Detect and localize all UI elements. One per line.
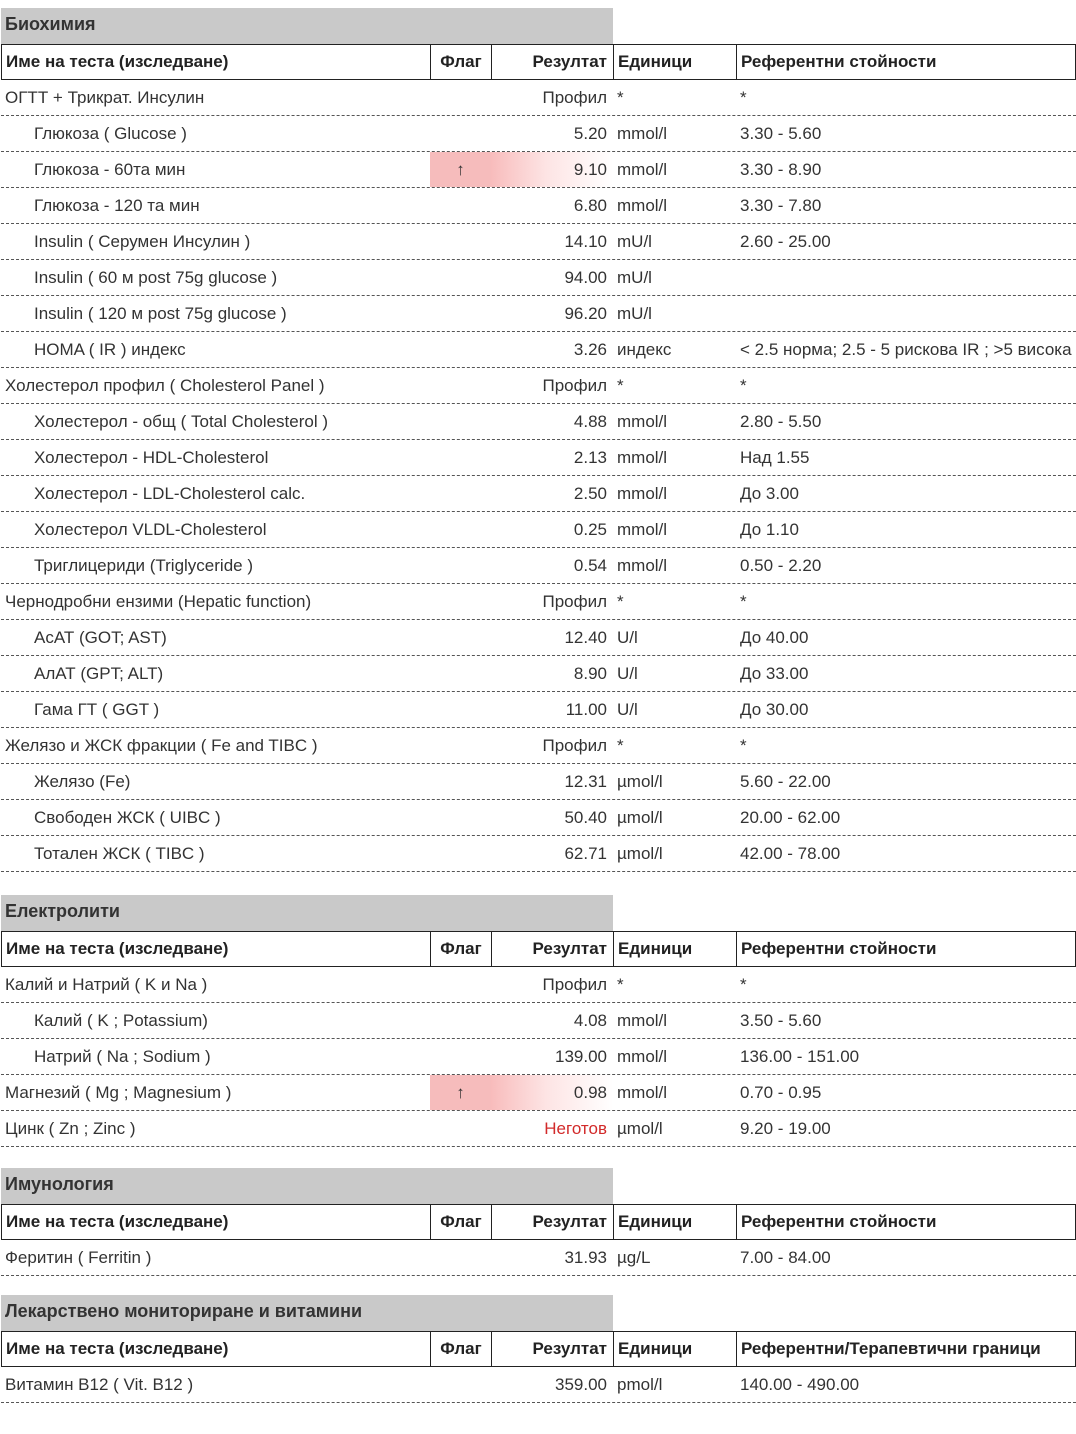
column-header-row: [1, 1204, 1076, 1240]
flag-cell: [430, 620, 491, 655]
reference-range: 2.60 - 25.00: [740, 231, 831, 251]
test-name: Калий и Натрий ( K и Na ): [5, 974, 208, 994]
flag-cell: [430, 728, 491, 763]
test-name: Чернодробни ензими (Hepatic function): [5, 591, 312, 611]
column-header-result: Резултат: [492, 932, 614, 966]
result-value: 5.20: [573, 123, 607, 143]
test-name: Магнезий ( Mg ; Magnesium ): [5, 1082, 232, 1102]
column-header-ref: Референтни стойности: [741, 1212, 937, 1231]
column-header-result: Резултат: [492, 45, 614, 79]
units-value: mmol/l: [617, 123, 668, 143]
test-name: Свободен ЖСК ( UIBC ): [34, 807, 221, 827]
result-value: 0.54: [573, 555, 607, 575]
flag-cell: [430, 1003, 491, 1038]
table-row: [1, 476, 1076, 512]
reference-range: До 30.00: [740, 699, 809, 719]
flag-cell: [430, 548, 491, 583]
units-value: mmol/l: [617, 1082, 668, 1102]
result-value: 11.00: [565, 699, 607, 719]
table-row: [1, 368, 1076, 404]
section-1: [1, 895, 1076, 1147]
flag-cell: [430, 800, 491, 835]
test-name: HOMA ( IR ) индекс: [34, 339, 186, 359]
result-value: Профил: [542, 375, 607, 395]
table-row: [1, 1111, 1076, 1147]
test-name: Холестерол - LDL-Cholesterol calc.: [34, 483, 306, 503]
units-value: mU/l: [617, 231, 652, 251]
up-arrow-icon: ↑: [430, 1075, 491, 1110]
reference-range: 0.70 - 0.95: [740, 1082, 822, 1102]
result-value: Профил: [542, 591, 607, 611]
reference-range: 3.30 - 8.90: [740, 159, 822, 179]
units-value: mU/l: [617, 303, 652, 323]
flag-cell: [430, 188, 491, 223]
reference-range: 140.00 - 490.00: [740, 1374, 860, 1394]
result-value: 6.80: [573, 195, 607, 215]
test-name: Тотален ЖСК ( TIBC ): [34, 843, 205, 863]
table-row: [1, 1003, 1076, 1039]
test-name: Глюкоза - 120 та мин: [34, 195, 200, 215]
reference-range: До 33.00: [740, 663, 809, 683]
column-header-flag: Флаг: [431, 1332, 492, 1366]
result-value: 359.00: [555, 1374, 607, 1394]
reference-range: 7.00 - 84.00: [740, 1247, 831, 1267]
reference-range: 5.60 - 22.00: [740, 771, 831, 791]
table-row: [1, 967, 1076, 1003]
test-name: Insulin ( 120 м post 75g glucose ): [34, 303, 287, 323]
flag-cell: [430, 1367, 491, 1402]
table-row: [1, 440, 1076, 476]
units-value: mmol/l: [617, 447, 668, 467]
flag-cell: [430, 512, 491, 547]
flag-cell: [430, 692, 491, 727]
reference-range: 2.80 - 5.50: [740, 411, 822, 431]
table-row: [1, 1240, 1076, 1276]
reference-range: 3.30 - 5.60: [740, 123, 822, 143]
table-row: [1, 512, 1076, 548]
reference-range: 9.20 - 19.00: [740, 1118, 831, 1138]
test-name: Желязо (Fe): [34, 771, 131, 791]
result-value: 3.26: [573, 339, 607, 359]
test-name: Холестерол профил ( Cholesterol Panel ): [5, 375, 325, 395]
units-value: mmol/l: [617, 1010, 668, 1030]
reference-range: 0.50 - 2.20: [740, 555, 822, 575]
column-header-flag: Флаг: [431, 1205, 492, 1239]
table-row: [1, 584, 1076, 620]
table-row: [1, 332, 1076, 368]
result-value: 94.00: [564, 267, 607, 287]
table-row: [1, 728, 1076, 764]
reference-range: 42.00 - 78.00: [740, 843, 841, 863]
table-row: [1, 224, 1076, 260]
result-value: 4.88: [573, 411, 607, 431]
test-name: Триглицериди (Triglyceride ): [34, 555, 253, 575]
result-value: 9.10: [491, 152, 613, 187]
units-value: *: [617, 375, 624, 395]
column-header-result: Резултат: [492, 1205, 614, 1239]
units-value: µmol/l: [617, 771, 663, 791]
test-name: Гама ГТ ( GGT ): [34, 699, 160, 719]
units-value: mmol/l: [617, 195, 668, 215]
reference-range: Над 1.55: [740, 447, 810, 467]
column-header-row: [1, 931, 1076, 967]
result-value: 96.20: [564, 303, 607, 323]
test-name: Холестерол - общ ( Total Cholesterol ): [34, 411, 329, 431]
test-name: Холестерол - HDL-Cholesterol: [34, 447, 269, 467]
reference-range: *: [740, 974, 747, 994]
column-header-flag: Флаг: [431, 45, 492, 79]
table-row: [1, 1367, 1076, 1403]
table-row: [1, 836, 1076, 872]
units-value: mU/l: [617, 267, 652, 287]
result-value: 8.90: [573, 663, 607, 683]
table-row: [1, 260, 1076, 296]
units-value: *: [617, 87, 624, 107]
flag-cell: [430, 260, 491, 295]
flag-cell: [430, 368, 491, 403]
result-value: 2.13: [573, 447, 607, 467]
test-name: Insulin ( Серумен Инсулин ): [34, 231, 251, 251]
column-header-units: Единици: [614, 932, 737, 966]
units-value: mmol/l: [617, 555, 668, 575]
column-header-flag: Флаг: [431, 932, 492, 966]
reference-range: До 40.00: [740, 627, 809, 647]
result-value: 139.00: [555, 1046, 607, 1066]
column-header-name: Име на теста (изследване): [2, 45, 431, 79]
test-name: АсАТ (GOT; AST): [34, 627, 167, 647]
column-header-name: Име на теста (изследване): [2, 1332, 431, 1366]
section-title: Лекарствено мониториране и витамини: [1, 1295, 613, 1331]
table-row: [1, 116, 1076, 152]
result-value: 62.71: [564, 843, 607, 863]
result-value: 12.40: [564, 627, 607, 647]
column-header-result: Резултат: [492, 1332, 614, 1366]
reference-range: 3.30 - 7.80: [740, 195, 822, 215]
section-title: Имунология: [1, 1168, 613, 1204]
units-value: µmol/l: [617, 843, 663, 863]
flag-cell: [430, 584, 491, 619]
test-name: Insulin ( 60 м post 75g glucose ): [34, 267, 278, 287]
flag-cell: [430, 116, 491, 151]
reference-range: *: [740, 735, 747, 755]
flag-cell: [430, 404, 491, 439]
test-name: Феритин ( Ferritin ): [5, 1247, 152, 1267]
flag-cell: [430, 440, 491, 475]
result-value: Неготов: [544, 1118, 607, 1138]
reference-range: *: [740, 87, 747, 107]
units-value: mmol/l: [617, 483, 668, 503]
result-value: 12.31: [564, 771, 607, 791]
section-2: [1, 1168, 1076, 1276]
table-row: [1, 692, 1076, 728]
result-value: 4.08: [573, 1010, 607, 1030]
column-header-name: Име на теста (изследване): [2, 932, 431, 966]
column-header-row: [1, 1331, 1076, 1367]
test-name: Желязо и ЖСК фракции ( Fe and TIBC ): [5, 735, 318, 755]
flag-cell: [430, 1240, 491, 1275]
units-value: U/l: [617, 699, 638, 719]
table-row: [1, 1039, 1076, 1075]
units-value: µg/L: [617, 1247, 651, 1267]
test-name: Витамин B12 ( Vit. B12 ): [5, 1374, 194, 1394]
table-row: [1, 620, 1076, 656]
reference-range: 136.00 - 151.00: [740, 1046, 860, 1066]
units-value: U/l: [617, 627, 638, 647]
result-value: 0.25: [573, 519, 607, 539]
column-header-units: Единици: [614, 45, 737, 79]
table-row: [1, 152, 1076, 188]
table-row: [1, 1075, 1076, 1111]
units-value: mmol/l: [617, 519, 668, 539]
flag-cell: [430, 80, 491, 115]
section-3: [1, 1295, 1076, 1403]
flag-cell: [430, 836, 491, 871]
reference-range: *: [740, 591, 747, 611]
column-header-ref: Референтни стойности: [741, 939, 937, 958]
section-title: Електролити: [1, 895, 613, 931]
units-value: *: [617, 735, 624, 755]
test-name: АлАТ (GPT; ALT): [34, 663, 164, 683]
result-value: Профил: [542, 87, 607, 107]
column-header-row: [1, 44, 1076, 80]
reference-range: 20.00 - 62.00: [740, 807, 841, 827]
column-header-name: Име на теста (изследване): [2, 1205, 431, 1239]
result-value: Профил: [542, 735, 607, 755]
reference-range: До 1.10: [740, 519, 799, 539]
flag-cell: [430, 332, 491, 367]
test-name: ОГТТ + Трикрат. Инсулин: [5, 87, 205, 107]
reference-range: До 3.00: [740, 483, 799, 503]
test-name: Глюкоза - 60та мин: [34, 159, 186, 179]
column-header-units: Единици: [614, 1205, 737, 1239]
units-value: *: [617, 974, 624, 994]
section-0: [1, 8, 1076, 872]
units-value: U/l: [617, 663, 638, 683]
reference-range: 3.50 - 5.60: [740, 1010, 822, 1030]
units-value: mmol/l: [617, 411, 668, 431]
flag-cell: [430, 1039, 491, 1074]
column-header-units: Единици: [614, 1332, 737, 1366]
test-name: Цинк ( Zn ; Zinc ): [5, 1118, 136, 1138]
units-value: *: [617, 591, 624, 611]
test-name: Холестерол VLDL-Cholesterol: [34, 519, 267, 539]
result-value: 14.10: [564, 231, 607, 251]
flag-cell: [430, 1111, 491, 1146]
test-name: Глюкоза ( Glucose ): [34, 123, 187, 143]
table-row: [1, 188, 1076, 224]
units-value: mmol/l: [617, 159, 668, 179]
result-value: 50.40: [564, 807, 607, 827]
units-value: µmol/l: [617, 807, 663, 827]
column-header-ref: Референтни/Терапевтични граници: [741, 1339, 1041, 1358]
flag-cell: [430, 656, 491, 691]
flag-cell: [430, 476, 491, 511]
units-value: µmol/l: [617, 1118, 663, 1138]
table-row: [1, 656, 1076, 692]
result-value: 2.50: [573, 483, 607, 503]
table-row: [1, 800, 1076, 836]
flag-cell: [430, 967, 491, 1002]
table-row: [1, 548, 1076, 584]
flag-cell: [430, 764, 491, 799]
flag-cell: [430, 296, 491, 331]
units-value: индекс: [617, 339, 672, 359]
reference-range: *: [740, 375, 747, 395]
table-row: [1, 404, 1076, 440]
table-row: [1, 296, 1076, 332]
units-value: pmol/l: [617, 1374, 663, 1394]
test-name: Натрий ( Na ; Sodium ): [34, 1046, 211, 1066]
result-value: Профил: [542, 974, 607, 994]
test-name: Калий ( K ; Potassium): [34, 1010, 208, 1030]
column-header-ref: Референтни стойности: [741, 52, 937, 71]
result-value: 31.93: [564, 1247, 607, 1267]
units-value: mmol/l: [617, 1046, 668, 1066]
table-row: [1, 80, 1076, 116]
reference-range: < 2.5 норма; 2.5 - 5 рискова IR ; >5 висока: [740, 339, 1072, 359]
section-title: Биохимия: [1, 8, 613, 44]
result-value: 0.98: [491, 1075, 613, 1110]
up-arrow-icon: ↑: [430, 152, 491, 187]
table-row: [1, 764, 1076, 800]
flag-cell: [430, 224, 491, 259]
